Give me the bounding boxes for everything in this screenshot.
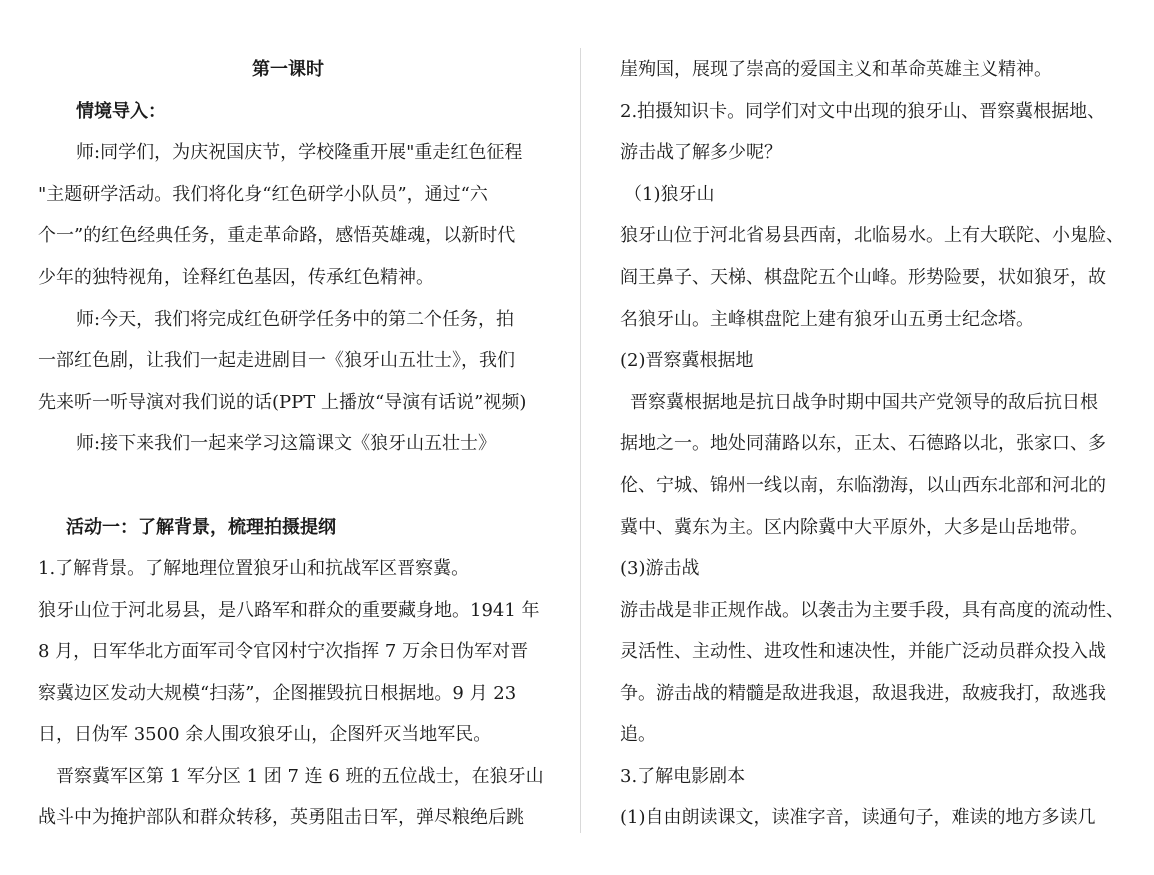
list-item: 3.了解电影剧本: [620, 766, 746, 787]
activity-heading: 活动一：了解背景，梳理拍摄提纲: [66, 517, 336, 538]
paragraph-line: 一部红色剧，让我们一起走进剧目一《狼牙山五壮士》，我们: [38, 350, 515, 371]
paragraph-line: 崖殉国，展现了崇高的爱国主义和革命英雄主义精神。: [620, 59, 1052, 80]
list-item: 游击战了解多少呢？: [620, 142, 782, 163]
paragraph-line: 伦、宁城、锦州一线以南，东临渤海，以山西东北部和河北的: [620, 475, 1106, 496]
paragraph-line: 个一”的红色经典任务，重走革命路，感悟英雄魂，以新时代: [38, 225, 516, 246]
paragraph-line: 灵活性、主动性、进攻性和速决性，并能广泛动员群众投入战: [620, 641, 1106, 662]
paragraph-line: 名狼牙山。主峰棋盘陀上建有狼牙山五勇士纪念塔。: [620, 309, 1034, 330]
paragraph-line: "主题研学活动。我们将化身“红色研学小队员”，通过“六: [38, 184, 488, 205]
column-divider: [580, 48, 581, 833]
paragraph-line: 据地之一。地处同蒲路以东，正太、石德路以北，张家口、多: [620, 433, 1106, 454]
paragraph-line: 狼牙山位于河北易县，是八路军和群众的重要藏身地。1941 年: [38, 600, 540, 621]
subheading: (3)游击战: [620, 558, 700, 579]
paragraph-line: 少年的独特视角，诠释红色基因，传承红色精神。: [38, 267, 434, 288]
paragraph-line: 师:今天，我们将完成红色研学任务中的第二个任务，拍: [76, 309, 515, 330]
paragraph-line: 晋察冀军区第 1 军分区 1 团 7 连 6 班的五位战士，在狼牙山: [56, 766, 544, 787]
paragraph-line: 战斗中为掩护部队和群众转移，英勇阻击日军，弹尽粮绝后跳: [38, 807, 524, 828]
subheading: (2)晋察冀根据地: [620, 350, 754, 371]
paragraph-line: 8 月，日军华北方面军司令官冈村宁次指挥 7 万余日伪军对晋: [38, 641, 529, 662]
paragraph-line: 狼牙山位于河北省易县西南，北临易水。上有大联陀、小鬼脸、: [620, 225, 1124, 246]
paragraph-line: (1)自由朗读课文，读准字音，读通句子，难读的地方多读几: [620, 807, 1096, 828]
subheading: （1)狼牙山: [624, 184, 715, 205]
paragraph-line: 日，日伪军 3500 余人围攻狼牙山，企图歼灭当地军民。: [38, 724, 492, 745]
lesson-title: 第一课时: [252, 59, 324, 80]
intro-heading: 情境导入：: [76, 101, 166, 122]
paragraph-line: 冀中、冀东为主。区内除冀中大平原外，大多是山岳地带。: [620, 517, 1088, 538]
paragraph-line: 游击战是非正规作战。以袭击为主要手段，具有高度的流动性、: [620, 600, 1124, 621]
list-item: 2.拍摄知识卡。同学们对文中出现的狼牙山、晋察冀根据地、: [620, 101, 1106, 122]
paragraph-line: 争。游击战的精髓是敌进我退，敌退我进，敌疲我打，敌逃我: [620, 683, 1106, 704]
paragraph-line: 晋察冀根据地是抗日战争时期中国共产党领导的敌后抗日根: [630, 392, 1098, 413]
paragraph-line: 阎王鼻子、天梯、棋盘陀五个山峰。形势险要，状如狼牙，故: [620, 267, 1106, 288]
paragraph-line: 追。: [620, 724, 656, 745]
paragraph-line: 察冀边区发动大规模“扫荡”，企图摧毁抗日根据地。9 月 23: [38, 683, 517, 704]
paragraph-line: 师:同学们，为庆祝国庆节，学校隆重开展"重走红色征程: [76, 142, 523, 163]
list-item: 1.了解背景。了解地理位置狼牙山和抗战军区晋察冀。: [38, 558, 470, 579]
paragraph-line: 师:接下来我们一起来学习这篇课文《狼牙山五壮士》: [76, 433, 497, 454]
paragraph-line: 先来听一听导演对我们说的话(PPT 上播放“导演有话说”视频): [38, 392, 527, 413]
